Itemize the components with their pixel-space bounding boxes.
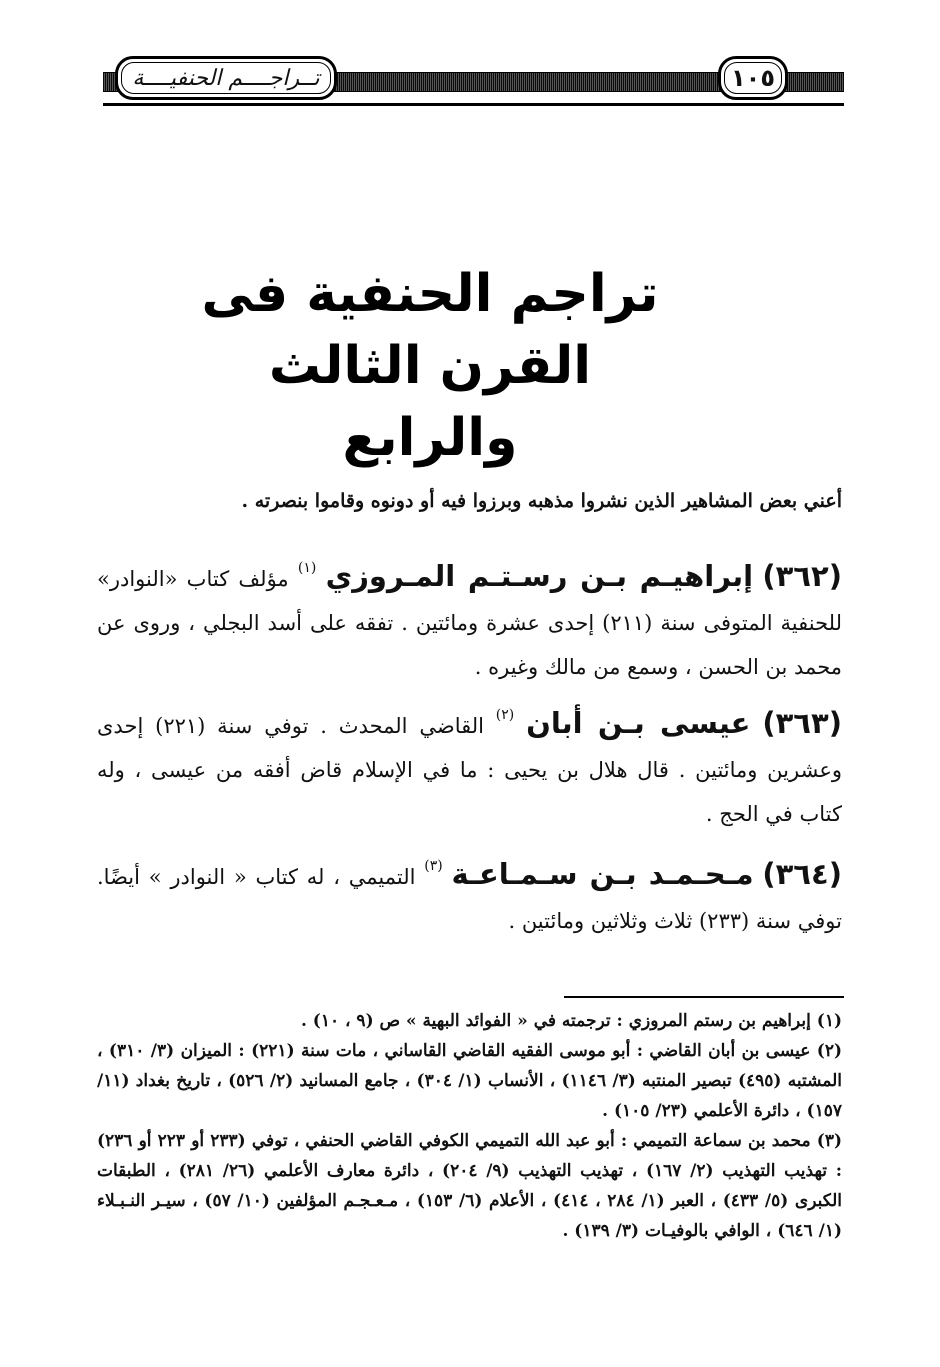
entry-number: (٣٦٢) bbox=[762, 559, 842, 593]
biography-entry bbox=[97, 693, 842, 836]
biography-entry bbox=[97, 546, 842, 689]
entry-number: (٣٦٣) bbox=[762, 706, 842, 740]
footnote-ref: (١) bbox=[297, 560, 317, 576]
page-number: ١٠٥ bbox=[731, 64, 775, 92]
page-number-box bbox=[718, 56, 788, 100]
running-title-box bbox=[115, 56, 337, 100]
entry-text: القاضي المحدث . توفي سنة (٢٢١) إحدى وعشرين ومائتين . قال هلال بن يحيى : ما في الإسلام قاض أفقه من عيسى ، وله كتاب في الحج . bbox=[97, 714, 842, 826]
footnote-ref: (٣) bbox=[424, 858, 443, 874]
chapter-title bbox=[120, 258, 740, 474]
intro-paragraph: أعني بعض المشاهير الذين نشروا مذهبه وبرزوا فيه أو دونوه وقاموا بنصرته . bbox=[241, 490, 842, 512]
chapter-title-line2: والرابع bbox=[342, 408, 518, 468]
biography-entry bbox=[97, 844, 842, 943]
footnote: (١) إبراهيم بن رستم المروزي : ترجمته في « الفوائد البهية » ص (٩ ، ١٠) . bbox=[300, 1011, 842, 1031]
footnote-separator bbox=[564, 996, 844, 998]
footnote: (٣) محمد بن سماعة التميمي : أبو عبد الله التميمي الكوفي القاضي الحنفي ، توفي (٢٣٣ أو ٢٢٣ أو ٢٣٦) : تهذيب التهذيب (٢/ ١٦٧) ، تهذيب التهذيب (٩/ ٢٠٤) ، دائرة معارف الأعلمي (٢٦/ ٢٨١) ، الطبقات الكبرى (٥/ ٤٣٣) ، العبر (١/ ٢٨٤ ، ٤١٤) ، الأعلام (٦/ ١٥٣) ، مـعـجـم المؤلفين (١٠/ ٥٧) ، سيـر النـبـلاء (١/ ٦٤٦) ، الوافي بالوفيـات (٣/ ١٣٩) . bbox=[97, 1131, 842, 1241]
entry-text: مؤلف كتاب «النوادر» للحنفية المتوفى سنة (٢١١) إحدى عشرة ومائتين . تفقه على أسد البجلي ، وروى عن محمد بن الحسن ، وسمع من مالك وغيره . bbox=[97, 567, 842, 679]
chapter-title-line1: تراجم الحنفية فى القرن الثالث bbox=[201, 264, 659, 396]
header-rule bbox=[103, 103, 844, 106]
footnotes bbox=[97, 1006, 842, 1246]
entry-text: التميمي ، له كتاب « النوادر » أيضًا. توفي سنة (٢٣٣) ثلاث وثلاثين ومائتين . bbox=[97, 865, 842, 933]
entry-name: مـحـمـد بـن سـمـاعـة bbox=[451, 857, 754, 891]
footnote-ref: (٢) bbox=[495, 707, 515, 723]
entry-name: عيسى بـن أبان bbox=[526, 706, 751, 740]
running-header bbox=[103, 56, 844, 106]
entry-name: إبراهيـم بـن رسـتـم المـروزي bbox=[325, 559, 754, 593]
entry-number: (٣٦٤) bbox=[762, 857, 842, 891]
footnote: (٢) عيسى بن أبان القاضي : أبو موسى الفقيه القاضي القاساني ، مات سنة (٢٢١) : الميزان (٣/ ٣١٠) ، المشتبه (٤٩٥) تبصير المنتبه (٣/ ١١٤٦) ، الأنساب (١/ ٣٠٤) ، جامع المسانيد (٢/ ٥٢٦) ، تاريخ بغداد (١١/ ١٥٧) ، دائرة الأعلمي (٢٣/ ١٠٥) . bbox=[97, 1041, 842, 1121]
running-title: تــراجــــم الحنفيــــة bbox=[132, 65, 320, 91]
